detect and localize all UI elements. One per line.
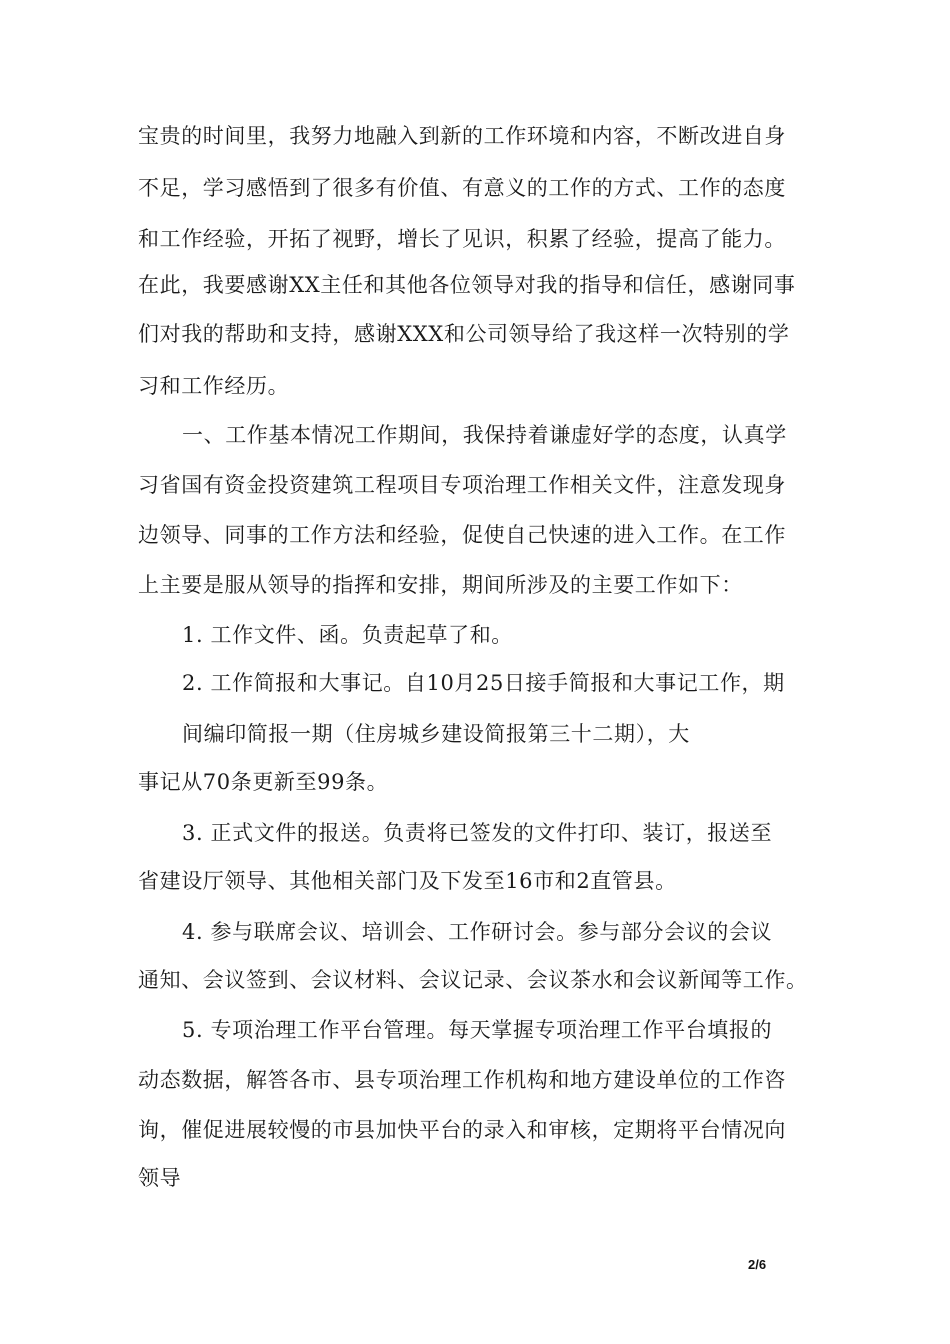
page-number: 2/6 (748, 1257, 767, 1272)
list-item-line: 4. 参与联席会议、培训会、工作研讨会。参与部分会议的会议 (182, 920, 773, 944)
list-item-line: 1. 工作文件、函。负责起草了和。 (182, 623, 513, 647)
body-text-line: 询，催促进展较慢的市县加快平台的录入和审核，定期将平台情况向 (138, 1118, 786, 1142)
body-text-line: 通知、会议签到、会议材料、会议记录、会议茶水和会议新闻等工作。 (138, 968, 808, 992)
body-text-line: 上主要是服从领导的指挥和安排，期间所涉及的主要工作如下： (138, 573, 743, 597)
list-item-line: 3. 正式文件的报送。负责将已签发的文件打印、装订，报送至 (182, 821, 773, 845)
body-text-line: 不足，学习感悟到了很多有价值、有意义的工作的方式、工作的态度 (138, 176, 786, 200)
body-text-line: 边领导、同事的工作方法和经验，促使自己快速的进入工作。在工作 (138, 523, 786, 547)
body-text-line: 们对我的帮助和支持，感谢XXX和公司领导给了我这样一次特别的学 (138, 322, 790, 346)
body-text-line: 习和工作经历。 (138, 374, 290, 398)
body-text-line: 宝贵的时间里，我努力地融入到新的工作环境和内容，不断改进自身 (138, 124, 786, 148)
body-text-line: 事记从70条更新至99条。 (138, 770, 389, 794)
list-item-line: 2. 工作简报和大事记。自10月25日接手简报和大事记工作，期 (182, 671, 785, 695)
body-text-line: 省建设厅领导、其他相关部门及下发至16市和2直管县。 (138, 869, 677, 893)
body-text-line: 和工作经验，开拓了视野，增长了见识，积累了经验，提高了能力。 (138, 227, 786, 251)
list-item-line: 5. 专项治理工作平台管理。每天掌握专项治理工作平台填报的 (182, 1018, 773, 1042)
body-text-line: 习省国有资金投资建筑工程项目专项治理工作相关文件，注意发现身 (138, 473, 786, 497)
body-text-line: 领导 (138, 1166, 182, 1190)
body-text-line: 动态数据，解答各市、县专项治理工作机构和地方建设单位的工作咨 (138, 1068, 786, 1092)
section-heading-line: 一、工作基本情况工作期间，我保持着谦虚好学的态度，认真学 (182, 423, 787, 447)
list-item-line: 间编印简报一期（住房城乡建设简报第三十二期），大 (182, 722, 690, 746)
body-text-line: 在此，我要感谢XX主任和其他各位领导对我的指导和信任，感谢同事 (138, 273, 796, 297)
